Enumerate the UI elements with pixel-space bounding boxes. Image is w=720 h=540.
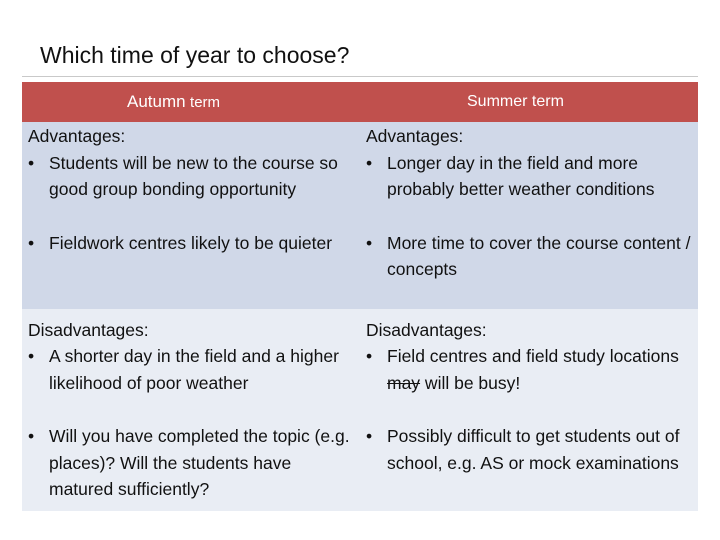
advantages-row (22, 122, 698, 309)
comparison-table (22, 82, 698, 511)
bullet-glyph: • (366, 426, 373, 446)
summer-advantage-1: Longer day in the field and more probably better weather conditions (387, 152, 655, 199)
bullet-glyph: • (366, 152, 373, 173)
list-item (366, 230, 698, 283)
header-autumn-term (22, 82, 360, 122)
summer-disadvantage-1 (387, 346, 679, 393)
list-item (28, 423, 360, 503)
title-divider (22, 76, 698, 77)
autumn-disadvantage-2: Will you have completed the topic (e.g. places)? Will the students have matured sufficiently? (49, 426, 350, 499)
autumn-disadvantages-list (28, 343, 360, 503)
summer-advantages-cell (360, 122, 698, 309)
bullet-glyph: • (28, 232, 35, 253)
header-summer-term: Summer term (360, 82, 698, 122)
list-item (366, 423, 698, 476)
list-item (28, 230, 360, 257)
summer-disadvantages-cell (360, 309, 698, 511)
summer-advantages-list (366, 150, 698, 283)
autumn-disadvantages-cell (22, 309, 360, 511)
autumn-advantages-label: Advantages: (28, 126, 126, 146)
summer-advantages-label: Advantages: (366, 126, 464, 146)
bullet-glyph: • (366, 346, 373, 366)
header-autumn-word: Autumn (127, 92, 186, 111)
autumn-advantage-2: Fieldwork centres likely to be quieter (49, 232, 333, 253)
struck-word: may (387, 372, 421, 393)
bullet-glyph: • (28, 152, 35, 173)
summer-disadvantage-1-after: will be busy! (420, 372, 521, 393)
autumn-disadvantages-label: Disadvantages: (28, 319, 149, 340)
bullet-glyph: • (28, 426, 35, 446)
summer-disadvantage-2: Possibly difficult to get students out of school, e.g. AS or mock examinations (387, 426, 680, 473)
bullet-glyph: • (366, 232, 373, 253)
summer-disadvantages-label: Disadvantages: (366, 319, 487, 340)
list-item (366, 343, 698, 396)
list-item (28, 150, 360, 203)
summer-disadvantage-1-before: Field centres and field study locations (387, 346, 679, 366)
summer-advantage-2: More time to cover the course content / concepts (387, 232, 691, 279)
header-autumn-suffix: term (190, 94, 221, 111)
table-header-row (22, 82, 698, 122)
autumn-advantage-1: Students will be new to the course so good group bonding opportunity (49, 152, 338, 199)
autumn-advantages-list (28, 150, 360, 257)
disadvantages-row (22, 309, 698, 511)
slide-title: Which time of year to choose? (40, 42, 350, 68)
list-item (366, 150, 698, 203)
bullet-glyph: • (28, 346, 35, 366)
autumn-disadvantage-1: A shorter day in the field and a higher likelihood of poor weather (49, 346, 339, 393)
list-item (28, 343, 360, 396)
summer-disadvantages-list (366, 343, 698, 476)
autumn-advantages-cell (22, 122, 360, 309)
